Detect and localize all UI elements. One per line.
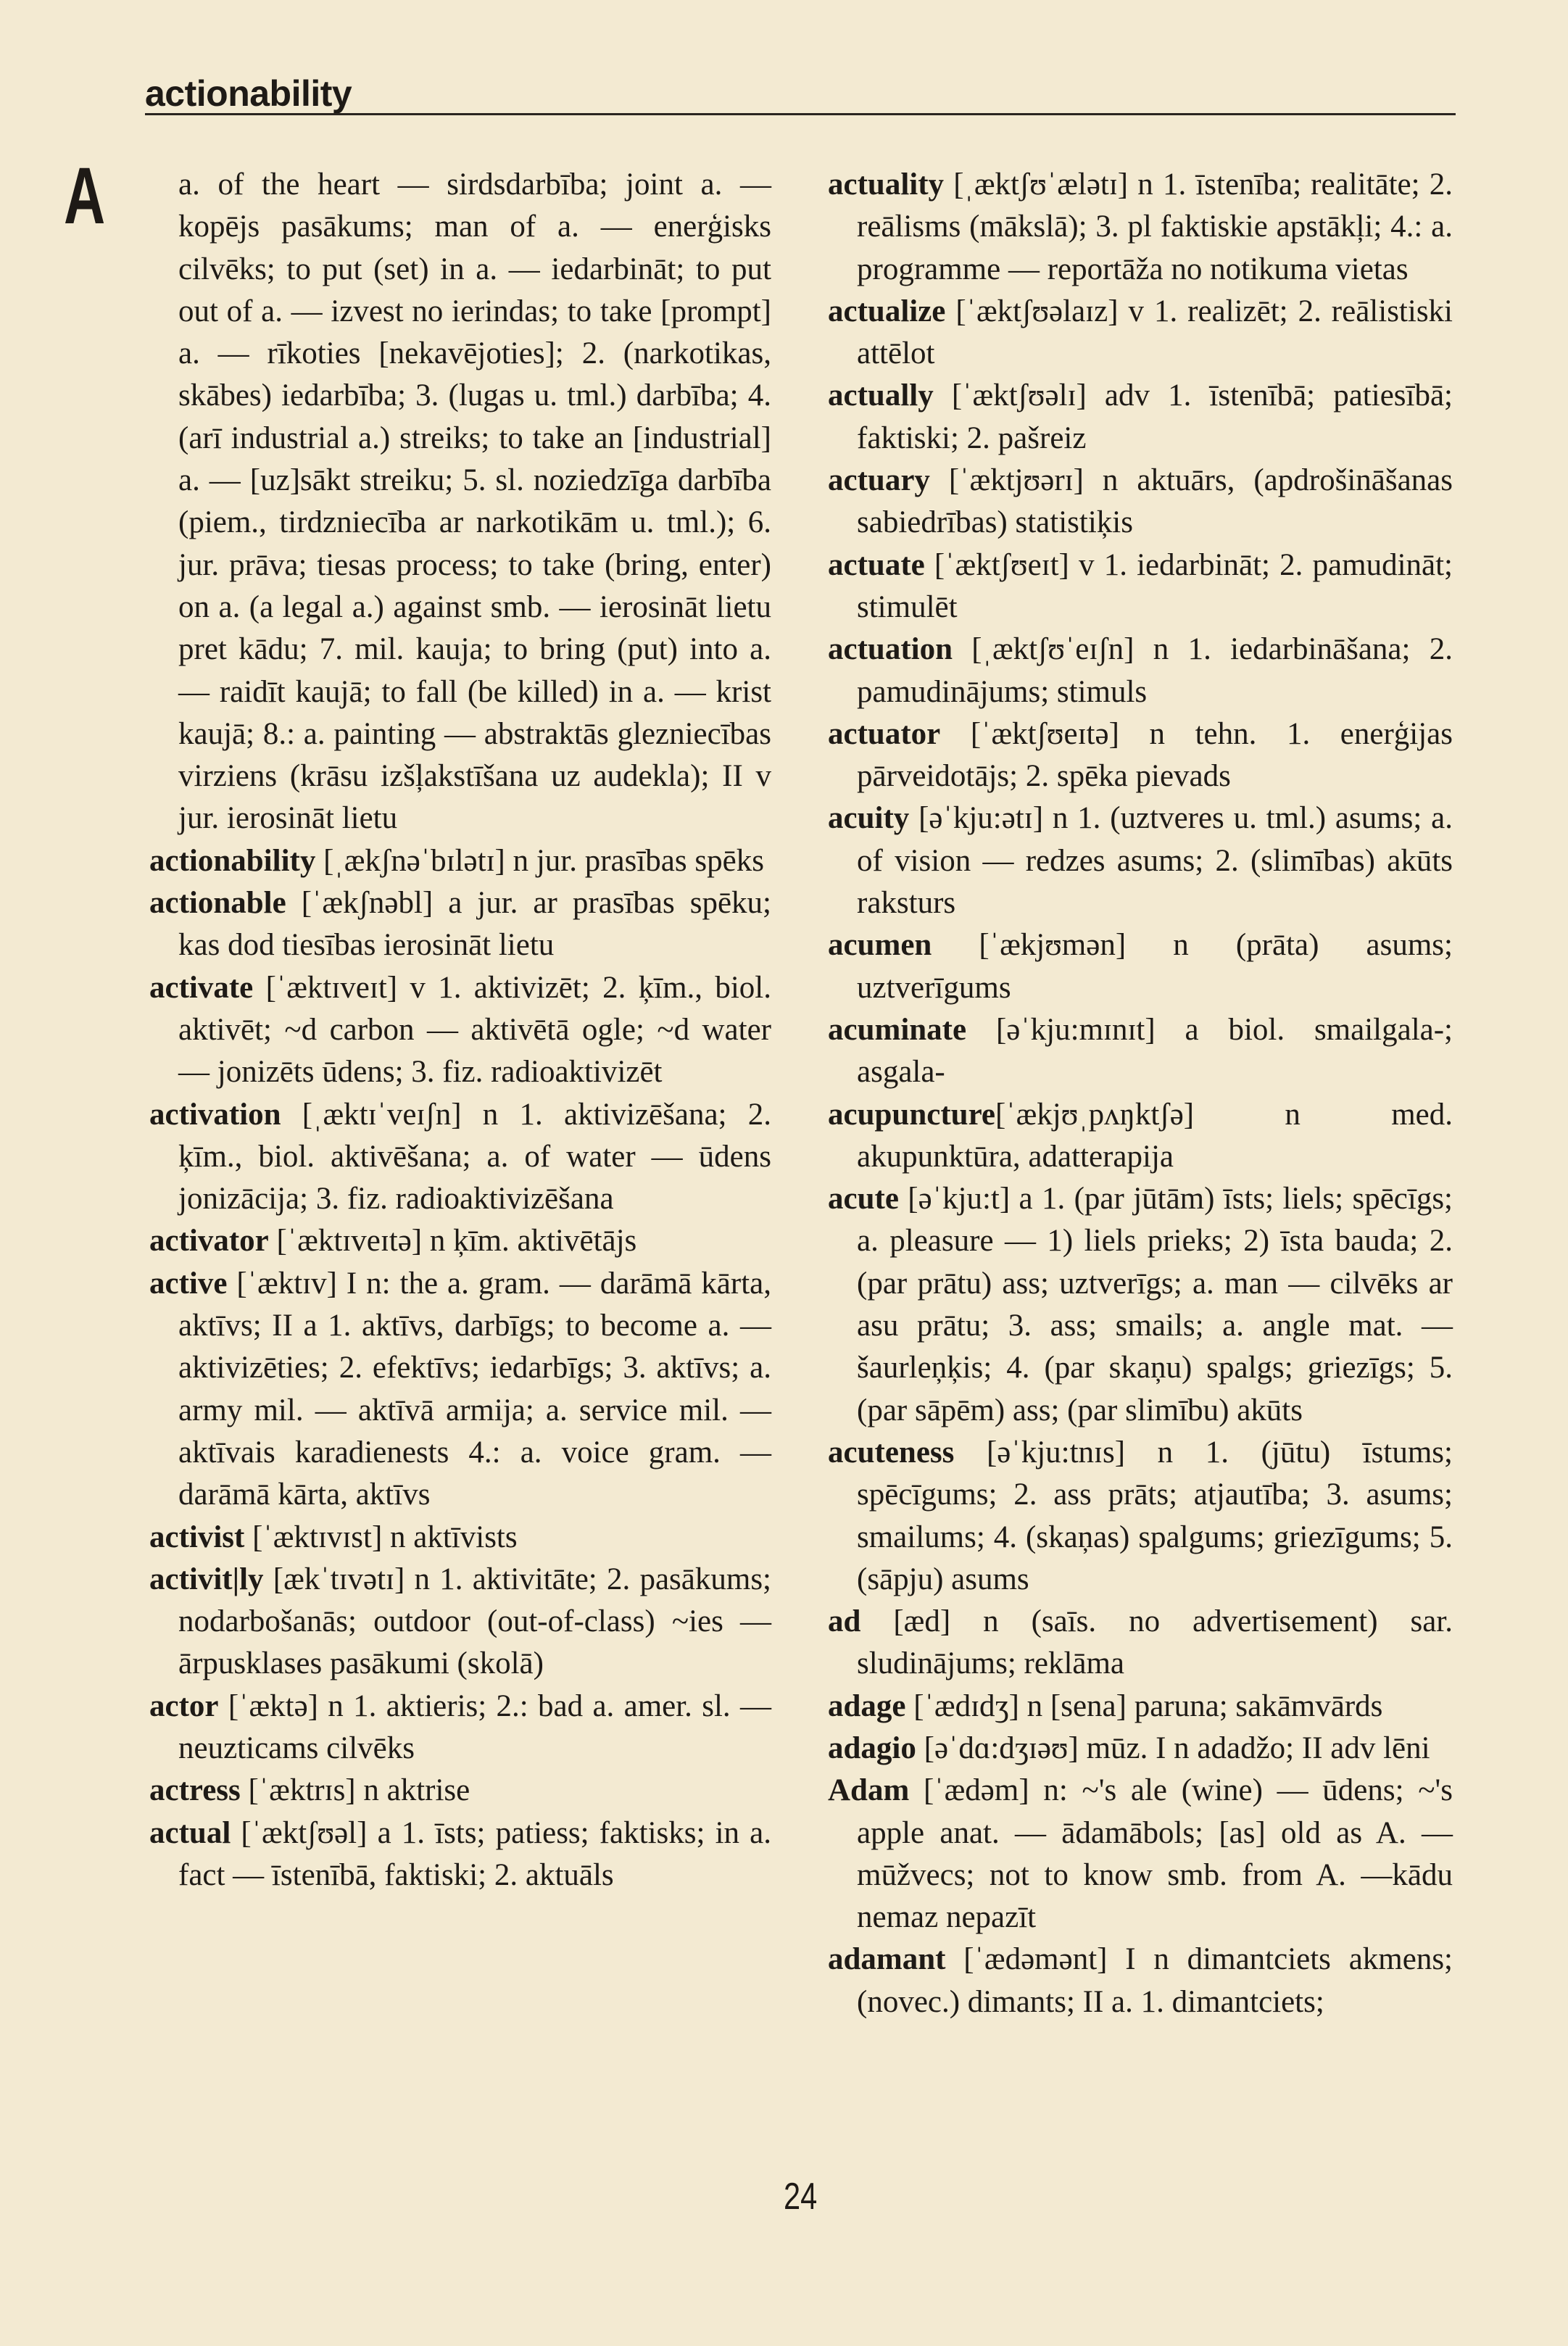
dictionary-entry bbox=[149, 840, 771, 882]
entry-definition: [ˌæktɪˈveɪʃn] n 1. aktivizēšana; 2. ķīm., biol. aktivēšana; a. of water — ūdens jonizācija; 3. fiz. radioaktivizēšana bbox=[178, 1097, 771, 1216]
dictionary-entry bbox=[828, 544, 1453, 629]
dictionary-entry bbox=[149, 1770, 771, 1812]
entry-definition: [əˈkju:t] a 1. (par jūtām) īsts; liels; spēcīgs; a. pleasure — 1) liels prieks; 2) īsta bauda; 2. (par prātu) ass; uztverīgs; a. man — cilvēks ar asu prātu; 3. ass; smails; a. angle mat. — šaurleņķis; 4. (par skaņu) spalgs; griezīgs; 5. (par sāpēm) ass; (par slimību) akūts bbox=[857, 1182, 1453, 1427]
running-head: actionability bbox=[145, 73, 352, 114]
dictionary-entry bbox=[149, 1263, 771, 1517]
dictionary-entry bbox=[828, 1432, 1453, 1601]
dictionary-entry bbox=[149, 164, 771, 840]
entry-headword: active bbox=[149, 1266, 228, 1301]
dictionary-entry bbox=[828, 375, 1453, 460]
entry-definition: [ˌæktʃʊˈælətɪ] n 1. īstenība; realitāte; 2. reālisms (mākslā); 3. pl faktiskie apstākļi; 4.: a. programme — reportāža no notikuma vietas bbox=[857, 167, 1453, 286]
entry-headword: actuary bbox=[828, 463, 930, 498]
dictionary-entry bbox=[149, 967, 771, 1094]
entry-definition: [ˈædəm] n: ~'s ale (wine) — ūdens; ~'s apple anat. — ādamābols; [as] old as A. — mūžvecs; not to know smb. from A. —kādu nemaz nepazīt bbox=[857, 1773, 1453, 1935]
dictionary-entry bbox=[828, 924, 1453, 1009]
dictionary-entry bbox=[828, 1939, 1453, 2023]
page-number: 24 bbox=[784, 2176, 818, 2218]
entry-definition: [ˈæktɪveɪtə] n ķīm. aktivētājs bbox=[268, 1224, 637, 1259]
left-column bbox=[149, 164, 771, 1897]
entry-definition: [ˈæktʃʊəlaɪz] v 1. realizēt; 2. reālistiski attēlot bbox=[857, 294, 1453, 371]
dictionary-entry bbox=[828, 1094, 1453, 1179]
dictionary-entry bbox=[828, 1686, 1453, 1728]
entry-headword: activit|ly bbox=[149, 1562, 264, 1596]
right-column bbox=[828, 164, 1453, 2023]
entry-definition: [əˈkju:tnɪs] n 1. (jūtu) īstums; spēcīgums; 2. ass prāts; atjautība; 3. asums; smailums; 4. (skaņas) spalgums; griezīgums; 5. (sāpju) asums bbox=[857, 1435, 1453, 1596]
entry-definition: [ˈæktə] n 1. aktieris; 2.: bad a. amer. sl. — neuzticams cilvēks bbox=[178, 1688, 771, 1765]
entry-headword: acuity bbox=[828, 801, 910, 836]
entry-headword: acute bbox=[828, 1182, 899, 1216]
entry-headword: activator bbox=[149, 1224, 269, 1259]
entry-definition: [ˈækjʊmən] n (prāta) asums; uztverīgums bbox=[857, 928, 1453, 1005]
dictionary-entry bbox=[149, 1220, 771, 1262]
dictionary-entry bbox=[828, 629, 1453, 713]
dictionary-entry bbox=[149, 1517, 771, 1559]
entry-definition: [æd] n (saīs. no advertisement) sar. sludinājums; reklāma bbox=[857, 1604, 1453, 1681]
entry-headword: acupuncture bbox=[828, 1097, 995, 1132]
entry-definition: [ˈækjʊˌpʌŋktʃə] n med. akupunktūra, adatterapija bbox=[857, 1097, 1453, 1174]
entry-headword: adamant bbox=[828, 1942, 946, 1977]
dictionary-entry bbox=[149, 1686, 771, 1770]
entry-headword: activation bbox=[149, 1097, 281, 1132]
dictionary-entry bbox=[828, 291, 1453, 376]
entry-headword: activate bbox=[149, 970, 254, 1005]
entry-definition: [ˈæktɪveɪt] v 1. aktivizēt; 2. ķīm., biol. aktivēt; ~d carbon — aktivētā ogle; ~d water — jonizēts ūdens; 3. fiz. radioaktivizēt bbox=[178, 970, 771, 1090]
entry-definition: [ˈæktɪvɪst] n aktīvists bbox=[244, 1520, 518, 1554]
entry-headword: actionable bbox=[149, 886, 286, 921]
entry-definition: [ˈæktʃʊeɪt] v 1. iedarbināt; 2. pamudināt; stimulēt bbox=[857, 547, 1453, 624]
entry-definition: [ˈæktʃʊeɪtə] n tehn. 1. enerģijas pārveidotājs; 2. spēka pievads bbox=[857, 716, 1453, 794]
entry-definition: [ˈæktʃʊəl] a 1. īsts; patiess; faktisks; in a. fact — īstenībā, faktiski; 2. aktuāls bbox=[178, 1815, 771, 1892]
section-letter: A bbox=[64, 152, 106, 241]
entry-headword: actuality bbox=[828, 167, 945, 202]
entry-definition: [əˈdɑ:dʒɪəʊ] mūz. I n adadžo; II adv lēni bbox=[916, 1731, 1430, 1765]
dictionary-entry bbox=[828, 1601, 1453, 1686]
entry-headword: actuation bbox=[828, 632, 953, 667]
entry-headword: actual bbox=[149, 1815, 231, 1850]
entry-definition: [ˌæktʃʊˈeɪʃn] n 1. iedarbināšana; 2. pamudinājums; stimuls bbox=[857, 632, 1453, 709]
entry-definition: [əˈkju:ətɪ] n 1. (uztveres u. tml.) asums; a. of vision — redzes asums; 2. (slimības) akūts raksturs bbox=[857, 801, 1453, 921]
entry-definition: [ˌækʃnəˈbɪlətɪ] n jur. prasības spēks bbox=[315, 843, 764, 878]
dictionary-entry bbox=[149, 882, 771, 967]
entry-definition: [ˈæktʃʊəlɪ] adv 1. īstenībā; patiesībā; faktiski; 2. pašreiz bbox=[857, 378, 1453, 455]
entry-headword: actuate bbox=[828, 547, 925, 582]
dictionary-entry bbox=[828, 713, 1453, 798]
dictionary-entry bbox=[828, 1770, 1453, 1939]
entry-definition: [ˈæktrɪs] n aktrise bbox=[240, 1773, 470, 1808]
entry-headword: adagio bbox=[828, 1731, 916, 1765]
entry-headword: actually bbox=[828, 378, 934, 413]
entry-headword: adage bbox=[828, 1688, 906, 1723]
entry-definition: [əˈkju:mɪnɪt] a biol. smailgala-; asgala- bbox=[857, 1012, 1453, 1090]
dictionary-entry bbox=[149, 1812, 771, 1897]
header-rule bbox=[145, 113, 1456, 115]
dictionary-entry bbox=[828, 460, 1453, 544]
entry-headword: actor bbox=[149, 1688, 219, 1723]
entry-headword: acumen bbox=[828, 928, 932, 963]
entry-definition: [ˈædɪdʒ] n [sena] paruna; sakāmvārds bbox=[905, 1688, 1383, 1723]
entry-headword: actualize bbox=[828, 294, 946, 328]
entry-headword: ad bbox=[828, 1604, 861, 1639]
entry-headword: actuator bbox=[828, 716, 941, 751]
dictionary-entry bbox=[149, 1094, 771, 1221]
entry-definition: [ˈækʃnəbl] a jur. ar prasības spēku; kas dod tiesības ierosināt lietu bbox=[178, 886, 771, 963]
dictionary-entry bbox=[828, 1178, 1453, 1432]
entry-definition: [ˈæktjʊərɪ] n aktuārs, (apdrošināšanas sabiedrības) statistiķis bbox=[857, 463, 1453, 540]
dictionary-entry bbox=[828, 1009, 1453, 1094]
entry-headword: Adam bbox=[828, 1773, 910, 1808]
entry-headword: acuminate bbox=[828, 1012, 967, 1047]
entry-definition: [ˈædəmənt] I n dimantciets akmens; (novec.) dimants; II a. 1. dimantciets; bbox=[857, 1942, 1453, 2019]
entry-definition: [ˈæktɪv] I n: the a. gram. — darāmā kārta, aktīvs; II a 1. aktīvs, darbīgs; to become a. — aktivizēties; 2. efektīvs; iedarbīgs; 3. aktīvs; a. army mil. — aktīvā armija; a. service mil. — aktīvais karadienests 4.: a. voice gram. — darāmā kārta, aktīvs bbox=[178, 1266, 771, 1512]
dictionary-entry bbox=[149, 1559, 771, 1686]
entry-definition: [ækˈtɪvətɪ] n 1. aktivitāte; 2. pasākums; nodarbošanās; outdoor (out-of-class) ~ies — ārpusklases pasākumi (skolā) bbox=[178, 1562, 771, 1681]
entry-headword: acuteness bbox=[828, 1435, 955, 1470]
dictionary-entry bbox=[828, 797, 1453, 924]
dictionary-entry bbox=[828, 164, 1453, 291]
dictionary-entry bbox=[828, 1728, 1453, 1770]
entry-definition: a. of the heart — sirdsdarbība; joint a. — kopējs pasākums; man of a. — enerģisks cilvēks; to put (set) in a. — iedarbināt; to put out of a. — izvest no ierindas; to take [prompt] a. — rīkoties [nekavējoties]; 2. (narkotikas, skābes) iedarbība; 3. (lugas u. tml.) darbība; 4. (arī industrial a.) streiks; to take an [industrial] a. — [uz]sākt streiku; 5. sl. noziedzīga darbība (piem., tirdzniecība ar narkotikām u. tml.); 6. jur. prāva; tiesas process; to take (bring, enter) on a. (a legal a.) against smb. — ierosināt lietu pret kādu; 7. mil. kauja; to bring (put) into a. — raidīt kaujā; to fall (be killed) in a. — krist kaujā; 8.: a. painting — abstraktās glezniecības virziens (krāsu izšļakstīšana uz audekla); II v jur. ierosināt lietu bbox=[178, 167, 771, 836]
entry-headword: actionability bbox=[149, 843, 316, 878]
entry-headword: actress bbox=[149, 1773, 241, 1808]
entry-headword: activist bbox=[149, 1520, 245, 1554]
